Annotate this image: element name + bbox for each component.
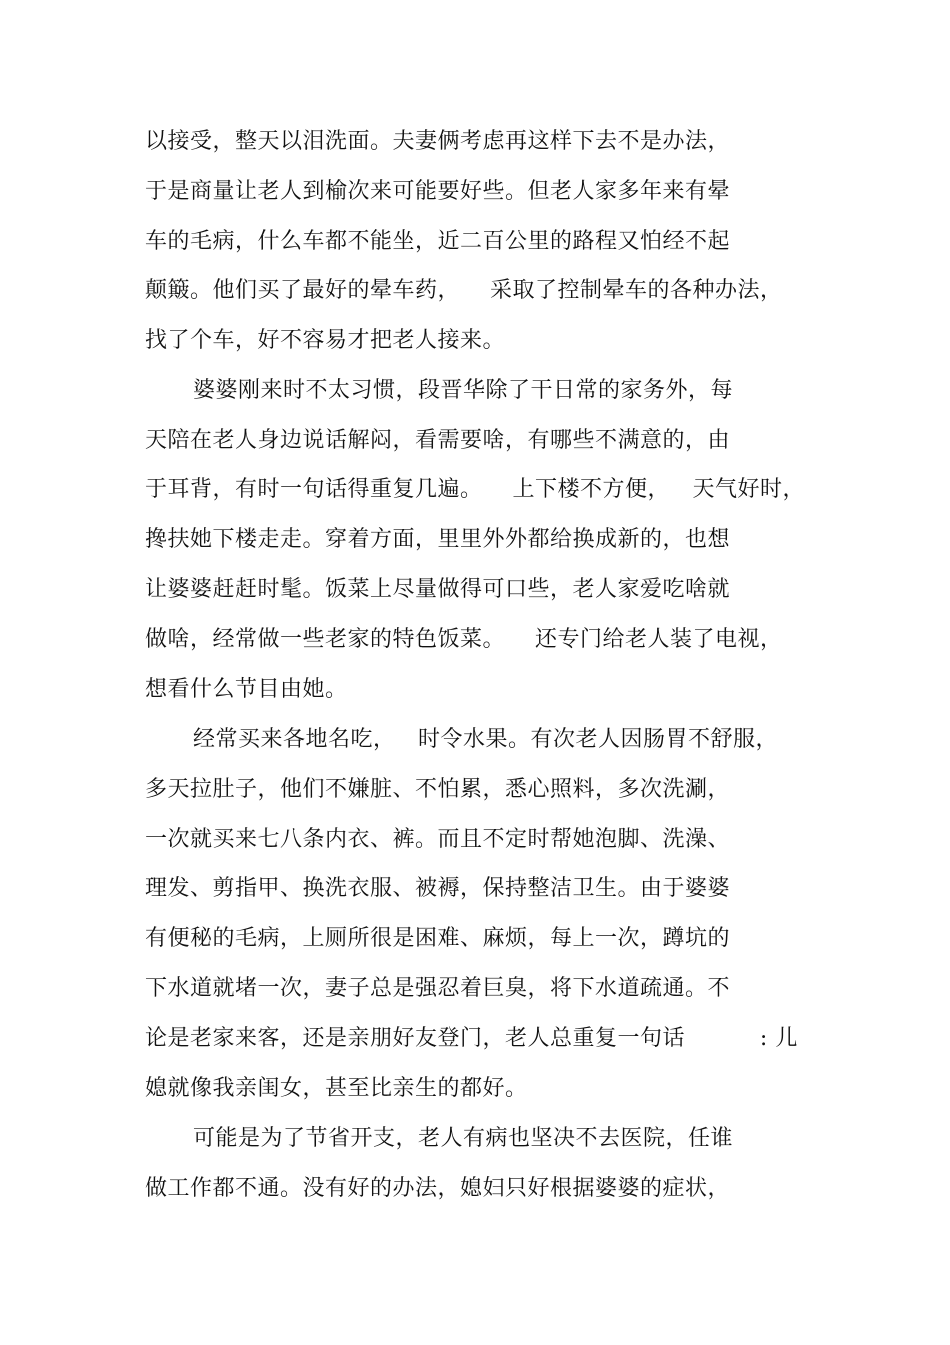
paragraph-start-line: 婆婆刚来时不太习惯，段晋华除了干日常的家务外，每: [193, 378, 734, 403]
text-line: 颠簸。他们买了最好的晕车药， 采取了控制晕车的各种办法，: [145, 278, 783, 303]
text-line: 下水道就堵一次，妻子总是强忍着巨臭，将下水道疏通。不: [145, 976, 731, 1001]
text-line: 做啥，经常做一些老家的特色饭菜。 还专门给老人装了电视，: [145, 627, 783, 652]
text-line: 论是老家来客，还是亲朋好友登门，老人总重复一句话 : 儿: [145, 1026, 798, 1051]
text-line: 多天拉肚子，他们不嫌脏、不怕累，悉心照料，多次洗涮，: [145, 777, 731, 802]
text-line: 以接受，整天以泪洗面。夫妻俩考虑再这样下去不是办法，: [145, 129, 731, 154]
text-line: 一次就买来七八条内衣、裤。而且不定时帮她泡脚、洗澡、: [145, 827, 731, 852]
text-line: 于耳背，有时一句话得重复几遍。 上下楼不方便， 天气好时，: [145, 477, 805, 502]
text-line: 天陪在老人身边说话解闷，看需要啥，有哪些不满意的，由: [145, 428, 731, 453]
text-line: 搀扶她下楼走走。穿着方面，里里外外都给换成新的，也想: [145, 527, 731, 552]
text-line: 想看什么节目由她。: [145, 677, 348, 702]
text-line: 让婆婆赶赶时髦。饭菜上尽量做得可口些，老人家爱吃啥就: [145, 577, 731, 602]
text-line: 找了个车，好不容易才把老人接来。: [145, 328, 506, 353]
text-line: 做工作都不通。没有好的办法，媳妇只好根据婆婆的症状，: [145, 1176, 731, 1201]
text-line: 于是商量让老人到榆次来可能要好些。但老人家多年来有晕: [145, 179, 731, 204]
text-line: 车的毛病，什么车都不能坐，近二百公里的路程又怕经不起: [145, 229, 731, 254]
paragraph-start-line: 可能是为了节省开支，老人有病也坚决不去医院，任谁: [193, 1126, 734, 1151]
paragraph-start-line: 经常买来各地名吃， 时令水果。有次老人因肠胃不舒服，: [193, 727, 778, 752]
text-line: 媳就像我亲闺女，甚至比亲生的都好。: [145, 1076, 528, 1101]
text-line: 理发、剪指甲、换洗衣服、被褥，保持整洁卫生。由于婆婆: [145, 876, 731, 901]
text-line: 有便秘的毛病，上厕所很是困难、麻烦，每上一次，蹲坑的: [145, 926, 731, 951]
